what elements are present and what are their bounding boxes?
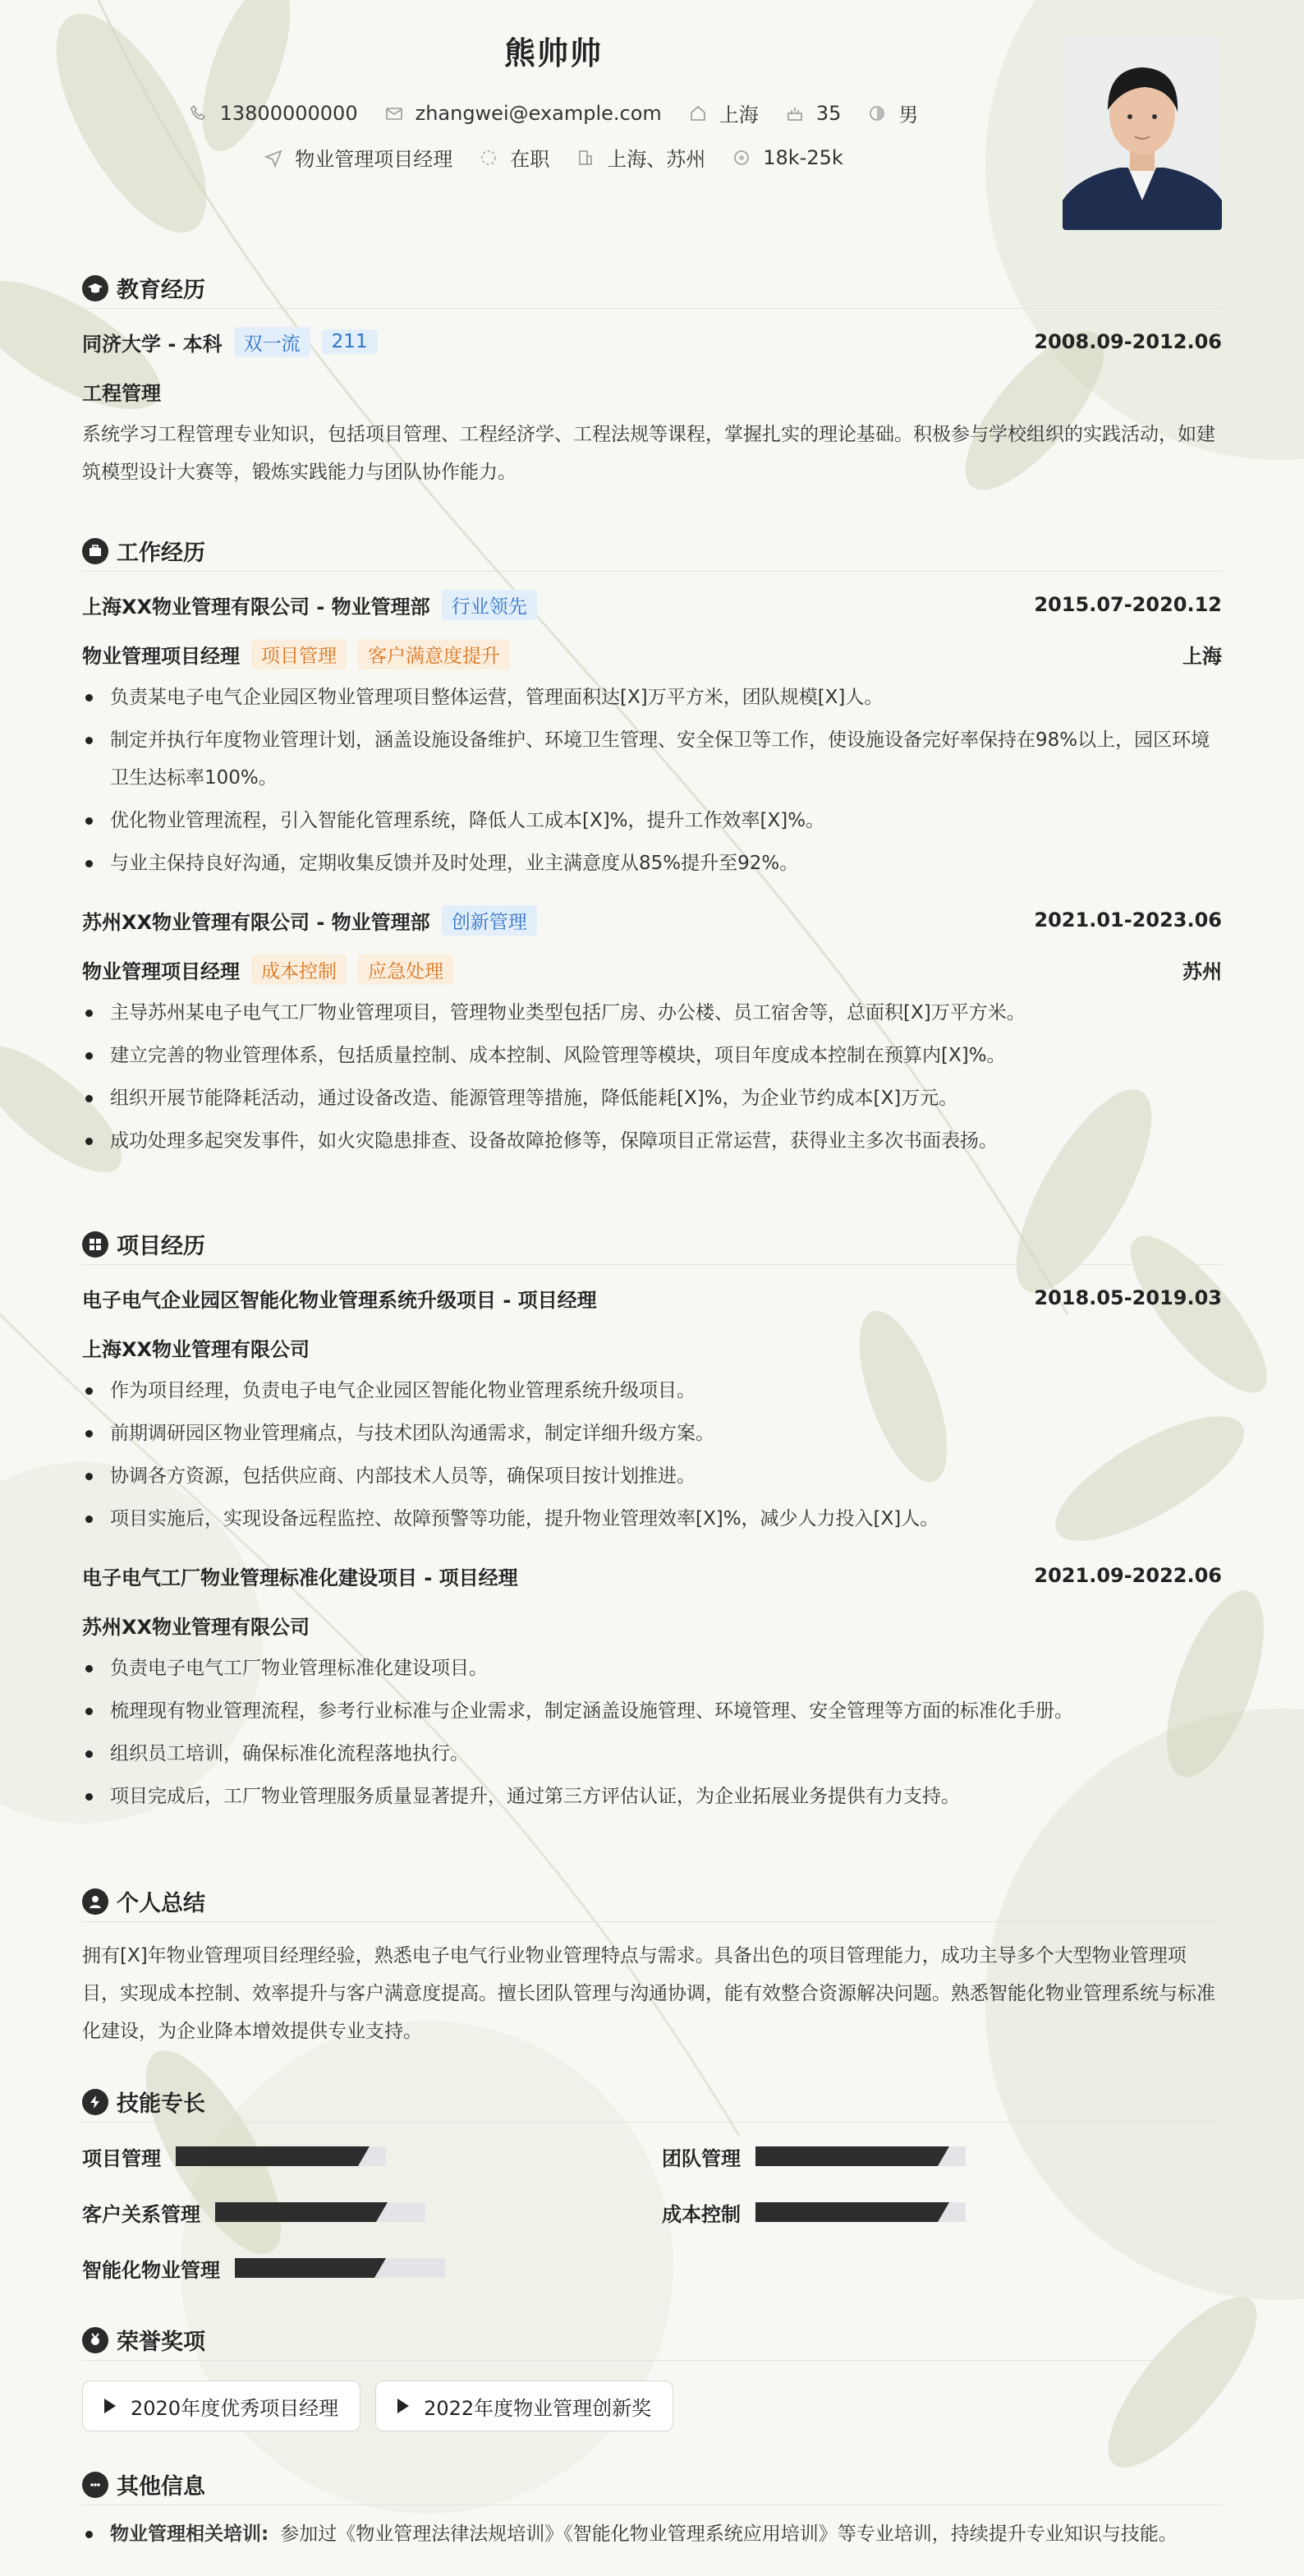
school-name: 同济大学 - 本科 [82, 332, 223, 356]
project-name: 电子电气企业园区智能化物业管理系统升级项目 - 项目经理 [82, 1288, 597, 1312]
education-desc: 系统学习工程管理专业知识，包括项目管理、工程经济学、工程法规等课程，掌握扎实的理论基础。积极参与学校组织的实践活动，如建筑模型设计大赛等，锻炼实践能力与团队协作能力。 [82, 424, 1215, 483]
loading-icon [479, 148, 498, 168]
section-title: 其他信息 [117, 2474, 205, 2500]
position-item [264, 143, 452, 172]
job-period: 2021.01-2023.06 [1034, 908, 1222, 932]
phone-number: 13800000000 [219, 101, 358, 125]
building-icon [576, 148, 595, 168]
medal-icon [82, 2327, 108, 2353]
mail-icon [384, 104, 404, 123]
skill-item [662, 2141, 1222, 2172]
role-tag: 项目管理 [251, 639, 347, 669]
skill-level-bar [176, 2146, 386, 2166]
education-period: 2008.09-2012.06 [1034, 330, 1222, 353]
skill-name: 团队管理 [662, 2146, 741, 2170]
city: 上海 [719, 104, 759, 126]
summary-header [82, 1889, 1222, 1922]
education-line [82, 325, 1222, 358]
play-icon [397, 2399, 409, 2413]
project-period: 2018.05-2019.03 [1034, 1286, 1222, 1309]
skill-level-fill [176, 2146, 358, 2166]
skill-level-fill [235, 2258, 374, 2278]
award-name: 2022年度物业管理创新奖 [424, 2396, 652, 2420]
skill-name: 智能化物业管理 [82, 2258, 220, 2282]
awards-list [82, 2380, 1222, 2431]
skill-level-bar [215, 2202, 425, 2222]
job-period: 2015.07-2020.12 [1034, 593, 1222, 616]
skills-list [82, 2141, 1222, 2284]
school-tag: 双一流 [234, 327, 310, 357]
skill-name: 成本控制 [662, 2202, 741, 2226]
email-item [384, 102, 662, 125]
gender: 男 [898, 104, 919, 126]
other-text: 参加过《物业管理法律法规培训》《智能化物业管理系统应用培训》等专业培训，持续提升专业知识与技能。 [280, 2523, 1178, 2545]
section-title: 教育经历 [117, 278, 205, 303]
projects-section [82, 1232, 1222, 1815]
award-chip [375, 2380, 673, 2431]
major-line [82, 375, 1222, 407]
major: 工程管理 [82, 381, 161, 405]
job-location: 苏州 [1182, 959, 1222, 983]
list-item: 建立完善的物业管理体系，包括质量控制、成本控制、风险管理等模块，项目年度成本控制在预算内[X]%。 [82, 1037, 1222, 1074]
section-title: 荣誉奖项 [117, 2330, 205, 2355]
list-item: 负责电子电气工厂物业管理标准化建设项目。 [82, 1649, 1222, 1687]
expected-salary: 18k-25k [763, 145, 843, 169]
other-header [82, 2472, 1222, 2505]
list-item [82, 2515, 1222, 2553]
job-entry [82, 904, 1222, 1160]
target-city-item [576, 143, 705, 172]
graduation-cap-icon [82, 275, 108, 301]
play-icon [104, 2399, 116, 2413]
work-header [82, 539, 1222, 572]
list-item: 优化物业管理流程，引入智能化管理系统，降低人工成本[X]%，提升工作效率[X]%。 [82, 802, 1222, 840]
skill-level-bar [235, 2258, 445, 2278]
other-section [82, 2472, 1222, 2553]
status-item [479, 143, 549, 172]
awards-section [82, 2328, 1222, 2431]
job-role: 物业管理项目经理 [82, 959, 240, 983]
section-title: 工作经历 [117, 540, 205, 566]
phone-item [189, 102, 358, 125]
coin-icon [732, 148, 751, 168]
job-location: 上海 [1182, 644, 1222, 668]
project-duties [82, 1649, 1222, 1815]
education-header [82, 276, 1222, 309]
work-section [82, 539, 1222, 1160]
list-item: 前期调研园区物业管理痛点，与技术团队沟通需求，制定详细升级方案。 [82, 1414, 1222, 1452]
job-status: 在职 [510, 148, 550, 171]
role-tag: 应急处理 [358, 954, 453, 985]
role-tag: 客户满意度提升 [358, 639, 510, 669]
list-item: 协调各方资源，包括供应商、内部技术人员等，确保项目按计划推进。 [82, 1457, 1222, 1495]
project-org: 上海XX物业管理有限公司 [82, 1337, 310, 1361]
contact-row-intent [0, 143, 1107, 172]
list-item: 主导苏州某电子电气工厂物业管理项目，管理物业类型包括厂房、办公楼、员工宿舍等，总面积[X]万平方米。 [82, 994, 1222, 1032]
briefcase-icon [82, 538, 108, 564]
summary-text: 拥有[X]年物业管理项目经理经验，熟悉电子电气行业物业管理特点与需求。具备出色的项目管理能力，成功主导多个大型物业管理项目，实现成本控制、效率提升与客户满意度提高。擅长团队管理与沟通协调，能有效整合资源解决问题。熟悉智能化物业管理系统与标准化建设，为企业降本增效提供专业支持。 [82, 1945, 1215, 2042]
list-item: 项目实施后，实现设备远程监控、故障预警等功能，提升物业管理效率[X]%，减少人力投入[X]人。 [82, 1500, 1222, 1538]
grid-icon [82, 1231, 108, 1258]
project-org: 苏州XX物业管理有限公司 [82, 1615, 310, 1639]
awards-header [82, 2328, 1222, 2361]
gender-icon [867, 104, 887, 123]
project-duties [82, 1372, 1222, 1538]
role-tag: 成本控制 [251, 954, 347, 985]
age-item [785, 102, 842, 125]
contact-row-basic [0, 99, 1107, 127]
target-city: 上海、苏州 [607, 148, 706, 171]
avatar [1063, 36, 1222, 230]
job-entry [82, 588, 1222, 882]
award-chip [82, 2380, 360, 2431]
salary-item [732, 146, 843, 169]
skill-item [82, 2141, 662, 2172]
list-item: 成功处理多起突发事件，如火灾隐患排查、设备故障抢修等，保障项目正常运营，获得业主多次书面表扬。 [82, 1122, 1222, 1160]
other-label: 物业管理相关培训: [110, 2523, 269, 2545]
summary-section [82, 1889, 1222, 2050]
list-item: 组织员工培训，确保标准化流程落地执行。 [82, 1735, 1222, 1773]
skill-level-fill [215, 2202, 376, 2222]
skill-level-bar [755, 2202, 966, 2222]
skill-item [82, 2196, 662, 2228]
project-name: 电子电气工厂物业管理标准化建设项目 - 项目经理 [82, 1566, 518, 1589]
job-role: 物业管理项目经理 [82, 644, 240, 668]
skills-section [82, 2090, 1222, 2284]
skill-name: 客户关系管理 [82, 2202, 200, 2226]
bolt-icon [82, 2089, 108, 2115]
project-period: 2021.09-2022.06 [1034, 1564, 1222, 1587]
info-icon [82, 2472, 108, 2498]
skill-item [662, 2196, 1222, 2228]
gender-item [867, 99, 918, 127]
other-list [82, 2515, 1222, 2553]
target-position: 物业管理项目经理 [295, 148, 453, 171]
skill-level-fill [755, 2146, 938, 2166]
phone-icon [189, 104, 209, 123]
skill-level-fill [755, 2202, 938, 2222]
skill-level-bar [755, 2146, 966, 2166]
project-entry [82, 1559, 1222, 1815]
list-item: 组织开展节能降耗活动，通过设备改造、能源管理等措施，降低能耗[X]%，为企业节约成本[X]万元。 [82, 1079, 1222, 1117]
candidate-name: 熊帅帅 [503, 35, 603, 71]
home-icon [688, 104, 708, 123]
age: 35 [815, 101, 842, 125]
list-item: 项目完成后，工厂物业管理服务质量显著提升，通过第三方评估认证，为企业拓展业务提供有力支持。 [82, 1778, 1222, 1815]
list-item: 制定并执行年度物业管理计划，涵盖设施设备维护、环境卫生管理、安全保卫等工作，使设施设备完好率保持在98%以上，园区环境卫生达标率100%。 [82, 721, 1222, 797]
company-tag: 行业领先 [442, 590, 537, 620]
list-item: 作为项目经理，负责电子电气企业园区智能化物业管理系统升级项目。 [82, 1372, 1222, 1410]
send-icon [264, 148, 283, 168]
job-duties [82, 678, 1222, 882]
project-entry [82, 1281, 1222, 1538]
award-name: 2020年度优秀项目经理 [131, 2396, 339, 2420]
projects-header [82, 1232, 1222, 1265]
section-title: 项目经历 [117, 1234, 205, 1259]
company-name: 苏州XX物业管理有限公司 - 物业管理部 [82, 910, 430, 934]
user-icon [82, 1888, 108, 1915]
email-address: zhangwei@example.com [415, 101, 662, 125]
company-name: 上海XX物业管理有限公司 - 物业管理部 [82, 595, 430, 619]
skill-name: 项目管理 [82, 2146, 161, 2170]
city-item [688, 99, 759, 127]
list-item: 梳理现有物业管理流程，参考行业标准与企业需求，制定涵盖设施管理、环境管理、安全管理等方面的标准化手册。 [82, 1692, 1222, 1730]
skills-header [82, 2090, 1222, 2123]
section-title: 技能专长 [117, 2091, 205, 2117]
list-item: 与业主保持良好沟通，定期收集反馈并及时处理，业主满意度从85%提升至92%。 [82, 844, 1222, 882]
education-section [82, 276, 1222, 491]
cake-icon [785, 104, 805, 123]
list-item: 负责某电子电气企业园区物业管理项目整体运营，管理面积达[X]万平方米，团队规模[X]人。 [82, 678, 1222, 716]
school-tag: 211 [322, 329, 378, 354]
skill-item [82, 2252, 662, 2284]
company-tag: 创新管理 [442, 905, 537, 936]
section-title: 个人总结 [117, 1891, 205, 1916]
job-duties [82, 994, 1222, 1160]
